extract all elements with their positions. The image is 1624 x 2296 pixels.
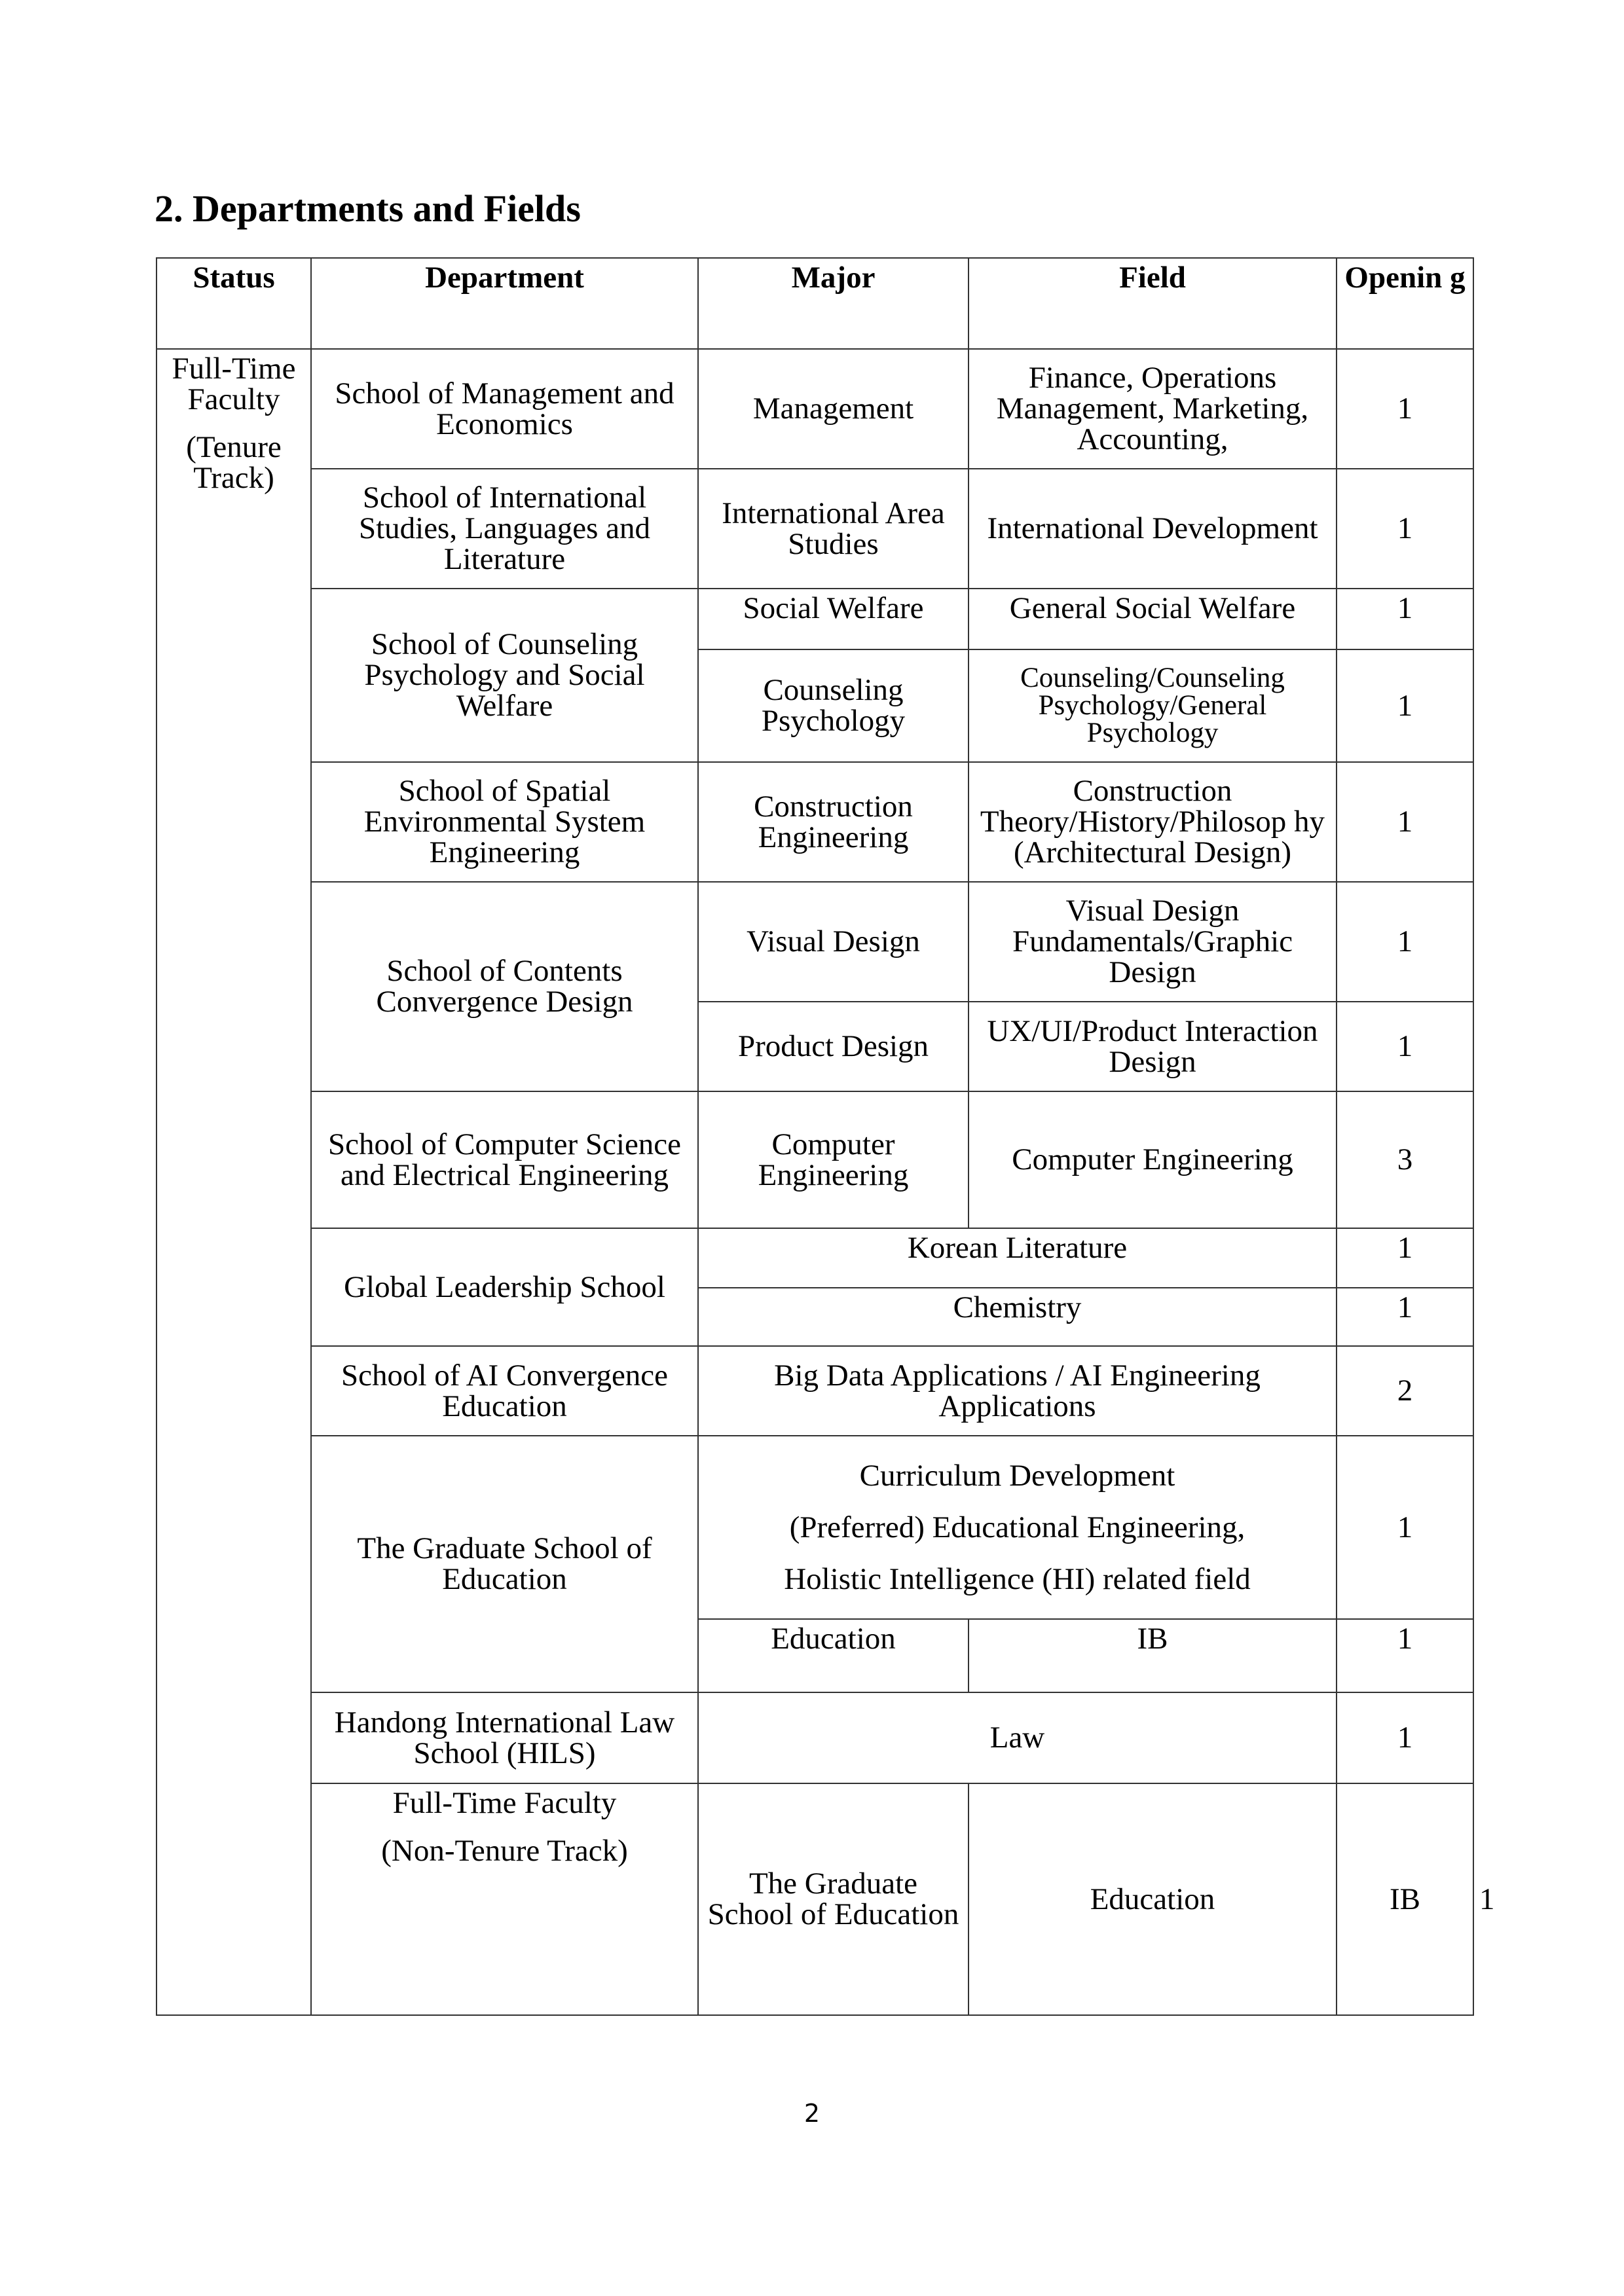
table-row bbox=[157, 469, 1473, 589]
field-cell: Big Data Applications / AI Engineering Applications bbox=[698, 1346, 1337, 1436]
department-cell: School of AI Convergence Education bbox=[311, 1346, 698, 1436]
opening-cell: 2 bbox=[1337, 1346, 1473, 1436]
field-cell: Construction Theory/History/Philosop hy (Architectural Design) bbox=[969, 762, 1337, 882]
opening-cell: 1 bbox=[1337, 1002, 1473, 1091]
field-cell: IB bbox=[969, 1619, 1337, 1692]
status-non-tenure-line1: Full-Time Faculty bbox=[392, 1786, 617, 1820]
department-cell: Global Leadership School bbox=[311, 1228, 698, 1346]
table-header-row bbox=[157, 258, 1473, 349]
curriculum-field-cell bbox=[698, 1436, 1337, 1619]
opening-cell: 1 bbox=[1337, 1288, 1473, 1346]
department-cell: The Graduate School of Education bbox=[698, 1783, 969, 2015]
table-row bbox=[157, 762, 1473, 882]
opening-cell: 1 bbox=[1337, 1436, 1473, 1619]
curriculum-line: (Preferred) Educational Engineering, bbox=[789, 1510, 1246, 1544]
curriculum-line: Holistic Intelligence (HI) related field bbox=[784, 1561, 1251, 1596]
header-major: Major bbox=[698, 258, 969, 349]
table-row bbox=[157, 1346, 1473, 1436]
department-cell: School of International Studies, Languages and Literature bbox=[311, 469, 698, 589]
department-cell: The Graduate School of Education bbox=[311, 1436, 698, 1692]
major-cell: Counseling Psychology bbox=[698, 649, 969, 762]
field-cell: Computer Engineering bbox=[969, 1091, 1337, 1228]
major-cell: Product Design bbox=[698, 1002, 969, 1091]
field-cell: Law bbox=[698, 1692, 1337, 1783]
opening-cell: 1 bbox=[1337, 649, 1473, 762]
field-cell: Finance, Operations Management, Marketing, Accounting, bbox=[969, 349, 1337, 469]
status-tenure-cell bbox=[157, 349, 311, 2015]
major-cell: Construction Engineering bbox=[698, 762, 969, 882]
status-tenure-line1: Full-Time Faculty bbox=[172, 352, 296, 416]
opening-cell: 1 bbox=[1337, 1692, 1473, 1783]
department-cell: School of Contents Convergence Design bbox=[311, 882, 698, 1091]
opening-cell: 1 bbox=[1337, 1619, 1473, 1692]
table-row bbox=[157, 1436, 1473, 1619]
major-cell: Education bbox=[698, 1619, 969, 1692]
opening-cell: 1 bbox=[1337, 589, 1473, 649]
opening-cell: 1 bbox=[1337, 349, 1473, 469]
department-cell: School of Computer Science and Electrical Engineering bbox=[311, 1091, 698, 1228]
field-cell: Counseling/Counseling Psychology/General Psychology bbox=[969, 649, 1337, 762]
status-non-tenure-line2: (Non-Tenure Track) bbox=[381, 1834, 628, 1868]
major-cell: Visual Design bbox=[698, 882, 969, 1002]
curriculum-line: Curriculum Development bbox=[859, 1458, 1175, 1493]
table-row bbox=[157, 1692, 1473, 1783]
table-row: Full-Time Faculty (Non-Tenure Track) The Graduate School of Education Education IB 1 bbox=[157, 1783, 1473, 2015]
opening-cell: 3 bbox=[1337, 1091, 1473, 1228]
page-number: 2 bbox=[803, 2099, 821, 2128]
field-cell: International Development bbox=[969, 469, 1337, 589]
opening-cell: 1 bbox=[1337, 469, 1473, 589]
departments-table bbox=[156, 257, 1495, 2016]
table-row bbox=[157, 349, 1473, 469]
major-cell: Social Welfare bbox=[698, 589, 969, 649]
major-cell: International Area Studies bbox=[698, 469, 969, 589]
major-cell: Management bbox=[698, 349, 969, 469]
header-department: Department bbox=[311, 258, 698, 349]
header-opening: Openin g bbox=[1337, 258, 1473, 349]
department-cell: School of Counseling Psychology and Social Welfare bbox=[311, 589, 698, 762]
field-cell: Korean Literature bbox=[698, 1228, 1337, 1288]
status-tenure-line2: (Tenure Track) bbox=[186, 430, 282, 495]
opening-cell: 1 bbox=[1337, 762, 1473, 882]
header-status: Status bbox=[157, 258, 311, 349]
field-cell: Visual Design Fundamentals/Graphic Design bbox=[969, 882, 1337, 1002]
table-row bbox=[157, 1091, 1473, 1228]
section-heading: 2. Departments and Fields bbox=[155, 187, 581, 230]
department-cell: School of Management and Economics bbox=[311, 349, 698, 469]
field-cell: Chemistry bbox=[698, 1288, 1337, 1346]
table-row bbox=[157, 1228, 1473, 1288]
department-cell: School of Spatial Environmental System Engineering bbox=[311, 762, 698, 882]
status-non-tenure-cell bbox=[311, 1783, 698, 2015]
opening-cell: 1 bbox=[1337, 882, 1473, 1002]
table-row bbox=[157, 589, 1473, 649]
field-cell: UX/UI/Product Interaction Design bbox=[969, 1002, 1337, 1091]
table-row bbox=[157, 882, 1473, 1002]
field-cell: General Social Welfare bbox=[969, 589, 1337, 649]
field-cell: IB bbox=[1337, 1783, 1473, 2015]
department-cell: Handong International Law School (HILS) bbox=[311, 1692, 698, 1783]
major-cell: Education bbox=[969, 1783, 1337, 2015]
opening-cell: 1 bbox=[1337, 1228, 1473, 1288]
major-cell: Computer Engineering bbox=[698, 1091, 969, 1228]
header-field: Field bbox=[969, 258, 1337, 349]
